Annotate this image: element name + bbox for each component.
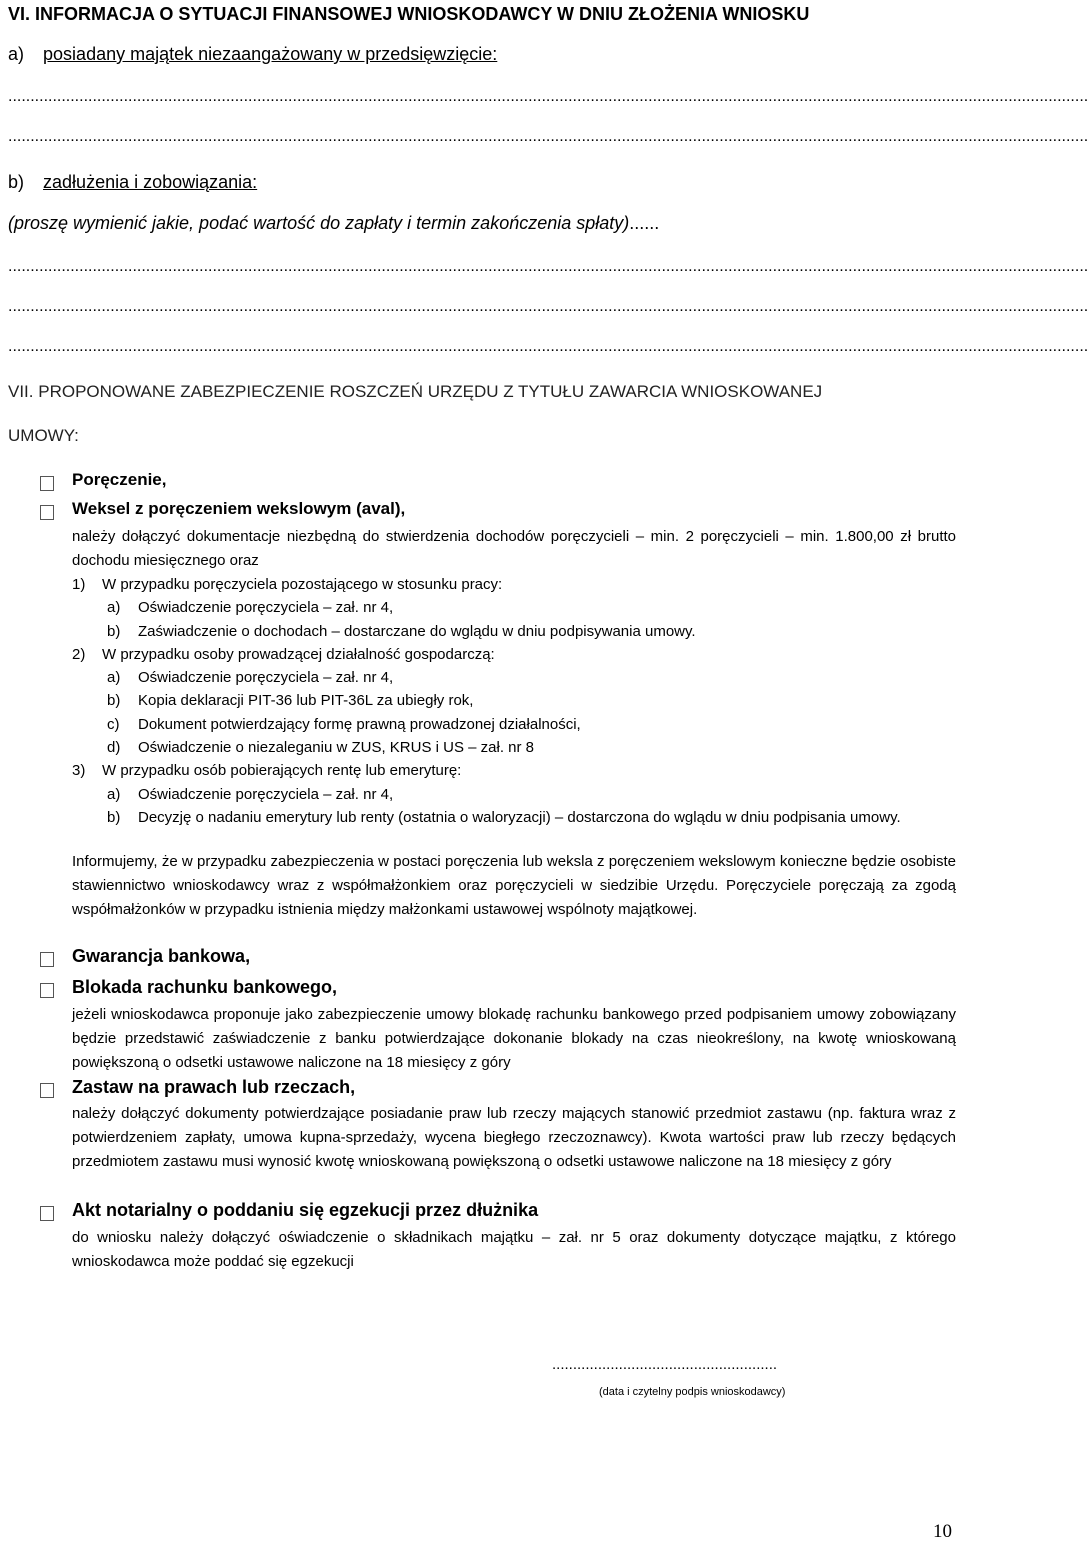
checkbox-gwarancja[interactable] <box>40 952 54 967</box>
section6-a-label: a) <box>8 44 25 64</box>
instruction-text: (proszę wymienić jakie, podać wartość do zapłaty i termin zakończenia spłaty) <box>8 213 630 233</box>
section6-a-text: posiadany majątek niezaangażowany w przedsięwzięcie: <box>43 44 498 64</box>
checkbox-poreczenie[interactable] <box>40 476 54 491</box>
list-subitem: a) Oświadczenie poręczyciela – zał. nr 4, <box>107 785 394 803</box>
dotted-line: ................................................................................................................................................................................................................................................... <box>8 128 1088 145</box>
list-subitem: b) Zaświadczenie o dochodach – dostarczane do wglądu w dniu podpisywania umowy. <box>107 622 696 640</box>
weksel-note: należy dołączyć dokumentacje niezbędną do stwierdzenia dochodów poręczycieli – min. 2 poręczycieli – min. 1.800,00 zł brutto dochodu miesięcznego oraz <box>72 528 956 569</box>
zastaw-note: należy dołączyć dokumenty potwierdzające posiadanie praw lub rzeczy mających stanowić przedmiot zastawu (np. faktura wraz z potwierdzeniem zapłaty, umowa kupna-sprzedaży, wycena biegłego rzeczoznawcy). Kwota wartości praw lub rzeczy będących przedmiotem zastawu musi wynosić kwotę wnioskowaną powiększoną o odsetki ustawowe naliczone na 18 miesięcy z góry <box>72 1105 956 1170</box>
section6-title: VI. INFORMACJA O SYTUACJI FINANSOWEJ WNIOSKODAWCY W DNIU ZŁOŻENIA WNIOSKU <box>8 4 810 24</box>
option-blokada: Blokada rachunku bankowego, <box>72 977 338 997</box>
dotted-line: ................................................................................................................................................................................................................................................... <box>8 88 1088 105</box>
list-item: 1) W przypadku poręczyciela pozostającego w stosunku pracy: <box>72 576 503 593</box>
list-subitem: c) Dokument potwierdzający formę prawną prowadzonej działalności, <box>107 715 581 733</box>
info-paragraph: Informujemy, że w przypadku zabezpieczenia w postaci poręczenia lub weksla z poręczeniem wekslowym konieczne będzie osobiste stawiennictwo wnioskodawcy wraz z współmałżonkiem oraz poręczycieli w siedzibie Urzędu. Poręczyciele poręczają za zgodą współmałżonków w przypadku istnienia między małżonkami ustawowej wspólnoty majątkowej. <box>72 853 956 918</box>
checkbox-weksel[interactable] <box>40 505 54 520</box>
list-subitem: a) Oświadczenie poręczyciela – zał. nr 4, <box>107 599 394 617</box>
checkbox-blokada[interactable] <box>40 983 54 998</box>
list-item: 2) W przypadku osoby prowadzącej działalność gospodarczą: <box>72 645 495 663</box>
checkbox-akt-notarialny[interactable] <box>40 1206 54 1221</box>
option-weksel: Weksel z poręczeniem wekslowym (aval), <box>72 499 406 518</box>
section7-title-cont: UMOWY: <box>8 426 79 445</box>
section6-b-label: b) <box>8 172 25 192</box>
checkbox-zastaw[interactable] <box>40 1083 54 1098</box>
dotted-line: ................................................................................................................................................................................................................................................... <box>8 298 1088 315</box>
list-subitem: a) Oświadczenie poręczyciela – zał. nr 4, <box>107 669 394 687</box>
section6-b-text: zadłużenia i zobowiązania: <box>43 172 258 192</box>
option-gwarancja: Gwarancja bankowa, <box>72 946 251 966</box>
list-item: 3) W przypadku osób pobierających rentę lub emeryturę: <box>72 762 462 780</box>
signature-line: ...................................................... <box>552 1356 778 1373</box>
section6-b-instruction <box>8 213 659 234</box>
section6-b <box>8 172 257 193</box>
option-poreczenie: Poręczenie, <box>72 470 167 489</box>
section7-title: VII. PROPONOWANE ZABEZPIECZENIE ROSZCZEŃ URZĘDU Z TYTUŁU ZAWARCIA WNIOSKOWANEJ <box>8 382 823 401</box>
blokada-note: jeżeli wnioskodawca proponuje jako zabezpieczenie umowy blokadę rachunku bankowego przed podpisaniem umowy zobowiązany będzie przedstawić zaświadczenie z banku potwierdzające dokonanie blokady na czas nieokreślony, na kwotę wnioskowaną powiększoną o odsetki ustawowe naliczone na 18 miesięcy z góry <box>72 1006 956 1071</box>
option-akt-notarialny: Akt notarialny o poddaniu się egzekucji przez dłużnika <box>72 1200 539 1220</box>
list-subitem: b) Decyzję o nadaniu emerytury lub renty (ostatnia o waloryzacji) – dostarczona do wglądu w dniu podpisania umowy. <box>107 808 901 826</box>
dotted-fill: ...... <box>629 213 660 233</box>
page-number: 10 <box>933 1521 952 1542</box>
signature-caption: (data i czytelny podpis wnioskodawcy) <box>599 1386 786 1398</box>
list-subitem: d) Oświadczenie o niezaleganiu w ZUS, KRUS i US – zał. nr 8 <box>107 739 535 757</box>
option-zastaw: Zastaw na prawach lub rzeczach, <box>72 1077 356 1097</box>
akt-note: do wniosku należy dołączyć oświadczenie o składnikach majątku – zał. nr 5 oraz dokumenty dotyczące majątku, z którego wnioskodawca może poddać się egzekucji <box>72 1229 956 1270</box>
dotted-line: ................................................................................................................................................................................................................................................... <box>8 338 1088 355</box>
guarantor-requirements-list <box>72 573 956 829</box>
list-subitem: b) Kopia deklaracji PIT-36 lub PIT-36L za ubiegły rok, <box>107 692 474 710</box>
dotted-line: ................................................................................................................................................................................................................................................... <box>8 258 1088 275</box>
section6-a <box>8 44 497 65</box>
